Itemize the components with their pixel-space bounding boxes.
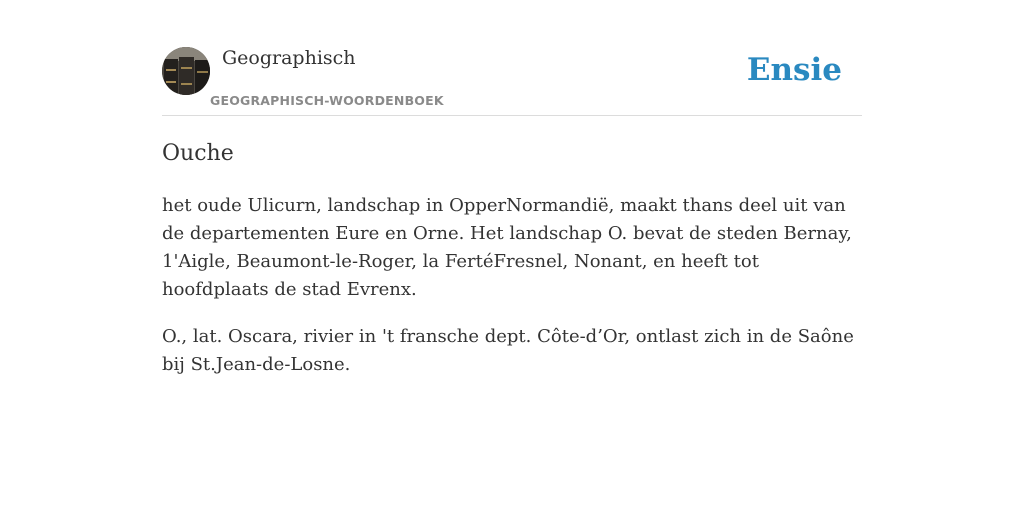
entry-body <box>162 192 862 398</box>
source-header <box>162 36 862 116</box>
entry-title: Ouche <box>162 141 234 166</box>
entry-paragraph: O., lat. Oscara, rivier in 't fransche dept. Côte-d’Or, ontlast zich in de Saône bij St.Jean-de-Losne. <box>162 326 854 375</box>
entry-paragraph: het oude Ulicurn, landschap in OpperNormandië, maakt thans deel uit van de departementen Eure en Orne. Het landschap O. bevat de steden Bernay, 1'Aigle, Beaumont-le-Roger, la FertéFresnel, Nonant, en heeft tot hoofdplaats de stad Evrenx. <box>162 195 852 300</box>
source-slug-link[interactable]: GEOGRAPHISCH-WOORDENBOEK <box>210 93 444 108</box>
ensie-logo[interactable]: Ensie <box>746 52 842 88</box>
source-avatar[interactable] <box>162 47 210 95</box>
source-name-link[interactable]: Geographisch <box>222 47 356 69</box>
book-spines-icon <box>162 47 210 95</box>
